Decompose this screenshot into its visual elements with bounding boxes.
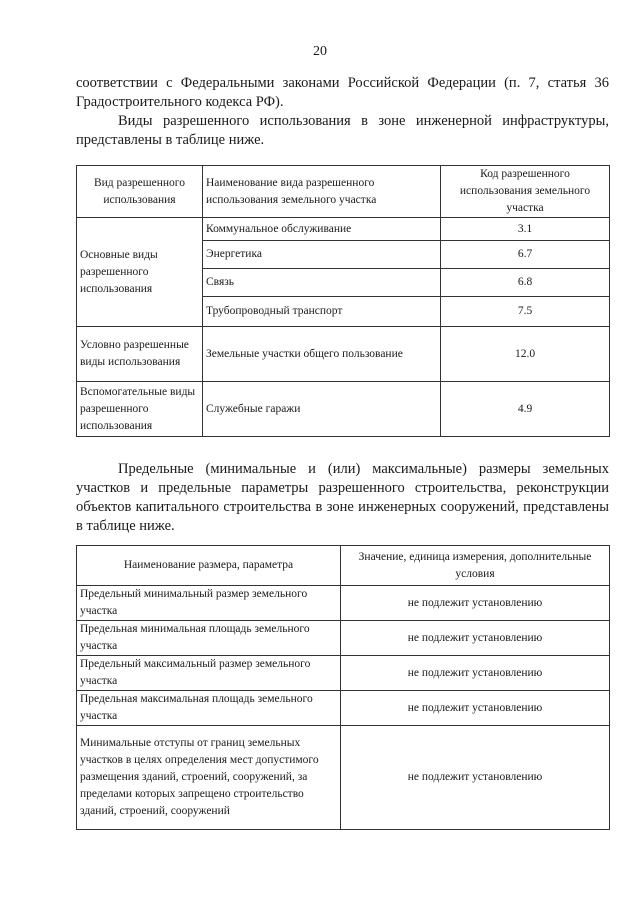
parameters-table	[76, 545, 610, 830]
table2-row-value: не подлежит установлению	[341, 656, 610, 691]
table1-row-code: 12.0	[441, 327, 610, 382]
table2-header-value: Значение, единица измерения, дополнительные условия	[341, 546, 610, 586]
table1-header-code: Код разрешенного использования земельного участка	[441, 166, 610, 218]
table2-row-value: не подлежит установлению	[341, 691, 610, 726]
table2-row-name: Предельная максимальная площадь земельного участка	[77, 691, 341, 726]
table1-row-name: Коммунальное обслуживание	[203, 218, 441, 241]
table2-header-name: Наименование размера, параметра	[77, 546, 341, 586]
table1-row-code: 3.1	[441, 218, 610, 241]
table2-row-value: не подлежит установлению	[341, 586, 610, 621]
page-number: 20	[313, 44, 327, 59]
table2-row-value: не подлежит установлению	[341, 621, 610, 656]
paragraph-1-text-a: соответствии с Федеральными законами Российской Федерации (п. 7, статья 36 Градостроительного кодекса РФ).	[76, 75, 609, 110]
table1-row-name: Служебные гаражи	[203, 382, 441, 437]
table1-row-name: Трубопроводный транспорт	[203, 297, 441, 327]
table2-row-name: Минимальные отступы от границ земельных участков в целях определения мест допустимого размещения зданий, строений, сооружений, за пределами которых запрещено строительство зданий, строений, сооружений	[77, 726, 341, 830]
table1-group-conditional: Условно разрешенные виды использования	[77, 327, 203, 382]
table1-group-main: Основные виды разрешенного использования	[77, 218, 203, 327]
table1-row-code: 4.9	[441, 382, 610, 437]
table1-header-name: Наименование вида разрешенного использования земельного участка	[203, 166, 441, 218]
paragraph-2	[76, 460, 609, 536]
table1-row-code: 6.8	[441, 269, 610, 297]
paragraph-1	[76, 74, 609, 150]
permitted-use-table	[76, 165, 610, 437]
table2-row-name: Предельный минимальный размер земельного участка	[77, 586, 341, 621]
table2-row-name: Предельный максимальный размер земельного участка	[77, 656, 341, 691]
table1-row-name: Энергетика	[203, 241, 441, 269]
table2-row-name: Предельная минимальная площадь земельного участка	[77, 621, 341, 656]
paragraph-1-text-b: Виды разрешенного использования в зоне инженерной инфраструктуры, представлены в таблице ниже.	[76, 113, 609, 148]
paragraph-2-text: Предельные (минимальные и (или) максимальные) размеры земельных участков и предельные параметры разрешенного строительства, реконструкции объектов капитального строительства в зоне инженерных сооружений, представлены в таблице ниже.	[76, 461, 609, 534]
table1-header-type: Вид разрешенного использования	[77, 166, 203, 218]
table2-row-value: не подлежит установлению	[341, 726, 610, 830]
table1-row-code: 7.5	[441, 297, 610, 327]
table1-row-code: 6.7	[441, 241, 610, 269]
table1-row-name: Земельные участки общего пользование	[203, 327, 441, 382]
table1-row-name: Связь	[203, 269, 441, 297]
table1-group-auxiliary: Вспомогательные виды разрешенного использования	[77, 382, 203, 437]
